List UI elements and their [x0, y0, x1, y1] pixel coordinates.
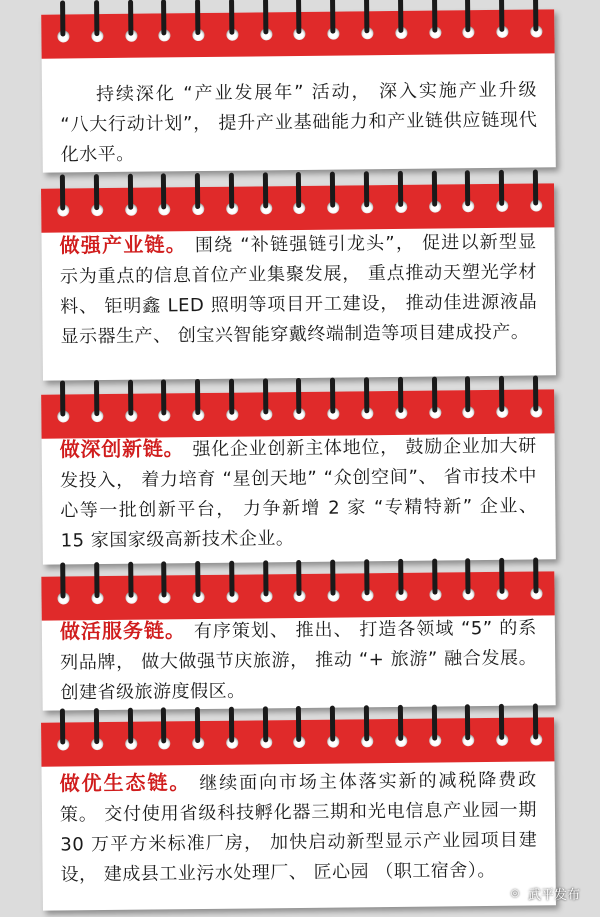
- spiral-ring: [291, 706, 307, 750]
- spiral-ring: [460, 170, 476, 214]
- spiral-ring: [224, 379, 240, 423]
- spiral-ring: [123, 0, 139, 44]
- spiral-ring: [190, 707, 206, 751]
- spiral-ring: [325, 378, 341, 422]
- notepad-card-3: [41, 389, 556, 564]
- spiral-ring: [460, 376, 476, 420]
- spiral-ring: [190, 379, 206, 423]
- spiral-ring: [427, 376, 443, 420]
- watermark: [506, 884, 580, 903]
- notepad-card-5: [41, 717, 556, 910]
- wechat-icon: ◎: [506, 885, 524, 903]
- spiral-ring: [359, 171, 375, 215]
- watermark-text: 武平发布: [527, 888, 580, 903]
- spiral-ring: [89, 174, 105, 218]
- card-text: [60, 612, 538, 709]
- spiral-ring: [292, 560, 308, 604]
- spiral-ring: [291, 378, 307, 422]
- spiral-ring: [55, 174, 71, 218]
- spiral-ring: [426, 170, 442, 214]
- spiral-ring: [528, 375, 544, 419]
- card-text: [60, 430, 538, 557]
- spiral-ring: [89, 562, 105, 606]
- spiral-ring: [461, 558, 477, 602]
- spiral-ring: [494, 704, 510, 748]
- card-body: 有序策划、 推出、 打造各领域 “5” 的系列品牌， 做大做强节庆旅游， 推动 “+ 旅游” 融合发展。 创建省级旅游度假区。: [60, 617, 538, 704]
- spiral-binding: [55, 169, 544, 218]
- spiral-ring: [291, 172, 307, 216]
- spiral-ring: [325, 560, 341, 604]
- spiral-ring: [460, 704, 476, 748]
- spiral-ring: [157, 561, 173, 605]
- spiral-ring: [224, 173, 240, 217]
- spiral-ring: [224, 707, 240, 751]
- spiral-ring: [528, 169, 544, 213]
- card-body: 继续面向市场主体落实新的减税降费政策。 交付使用省级科技孵化器三期和光电信息产业园一期 30 万平方米标准厂房， 加快启动新型显示产业园项目建设， 建成县工业污水处理厂、 匠心园 （职工宿舍）。: [59, 769, 538, 886]
- spiral-ring: [156, 173, 172, 217]
- spiral-ring: [427, 558, 443, 602]
- spiral-ring: [122, 174, 138, 218]
- spiral-ring: [122, 708, 138, 752]
- card-text: [60, 764, 538, 891]
- card-highlight: 做优生态链。: [59, 770, 192, 796]
- spiral-ring: [393, 0, 409, 41]
- spiral-ring: [528, 703, 544, 747]
- card-highlight: 做深创新链。: [59, 436, 185, 462]
- spiral-ring: [55, 708, 71, 752]
- spiral-ring: [427, 0, 443, 41]
- spiral-ring: [89, 0, 105, 44]
- spiral-binding: [55, 703, 544, 752]
- spiral-ring: [460, 0, 476, 40]
- spiral-ring: [156, 379, 172, 423]
- spiral-ring: [258, 172, 274, 216]
- spiral-ring: [359, 0, 375, 41]
- spiral-ring: [156, 707, 172, 751]
- spiral-ring: [393, 705, 409, 749]
- spiral-ring: [325, 172, 341, 216]
- spiral-binding: [55, 557, 544, 606]
- spiral-ring: [494, 376, 510, 420]
- spiral-ring: [325, 0, 341, 42]
- card-text: [59, 226, 537, 353]
- spiral-ring: [156, 0, 172, 43]
- spiral-ring: [123, 562, 139, 606]
- card-text: [60, 76, 538, 171]
- spiral-ring: [224, 561, 240, 605]
- spiral-ring: [291, 0, 307, 42]
- spiral-ring: [89, 380, 105, 424]
- spiral-ring: [393, 559, 409, 603]
- notepad-card-1: [41, 9, 556, 172]
- spiral-binding: [55, 0, 544, 45]
- spiral-ring: [325, 706, 341, 750]
- spiral-ring: [258, 378, 274, 422]
- spiral-ring: [359, 377, 375, 421]
- spiral-ring: [258, 706, 274, 750]
- spiral-ring: [528, 0, 544, 40]
- spiral-ring: [190, 173, 206, 217]
- card-body: 强化企业创新主体地位， 鼓励企业加大研发投入， 着力培育 “星创天地” “众创空间”、 省市技术中心等一批创新平台， 力争新增 2 家 “专精特新” 企业、 15 家国家级高新技术企业。: [59, 435, 538, 552]
- spiral-ring: [89, 708, 105, 752]
- card-highlight: 做活服务链。: [59, 618, 187, 644]
- spiral-ring: [190, 561, 206, 605]
- spiral-ring: [359, 705, 375, 749]
- spiral-ring: [55, 380, 71, 424]
- spiral-ring: [123, 380, 139, 424]
- card-body: 围绕 “补链强链引龙头”， 促进以新型显示为重点的信息首位产业集聚发展， 重点推动天塑光学材料、 钜明鑫 LED 照明等项目开工建设， 推动佳进源液晶显示器生产、 创宝兴智能穿戴终端制造等项目建成投产。: [59, 231, 538, 348]
- spiral-ring: [393, 171, 409, 215]
- spiral-ring: [494, 558, 510, 602]
- spiral-ring: [393, 377, 409, 421]
- spiral-ring: [494, 0, 510, 40]
- spiral-ring: [224, 0, 240, 43]
- notepad-card-2: [41, 183, 556, 380]
- spiral-ring: [528, 557, 544, 601]
- card-body: 持续深化 “产业发展年” 活动， 深入实施产业升级 “八大行动计划”， 提升产业基础能力和产业链供应链现代化水平。: [60, 79, 538, 166]
- spiral-ring: [258, 560, 274, 604]
- spiral-ring: [359, 559, 375, 603]
- spiral-binding: [55, 375, 544, 424]
- spiral-ring: [258, 0, 274, 42]
- spiral-ring: [55, 0, 71, 44]
- spiral-ring: [494, 170, 510, 214]
- spiral-ring: [190, 0, 206, 43]
- spiral-ring: [55, 562, 71, 606]
- card-highlight: 做强产业链。: [59, 232, 188, 258]
- spiral-ring: [426, 704, 442, 748]
- notepad-card-4: [41, 571, 555, 710]
